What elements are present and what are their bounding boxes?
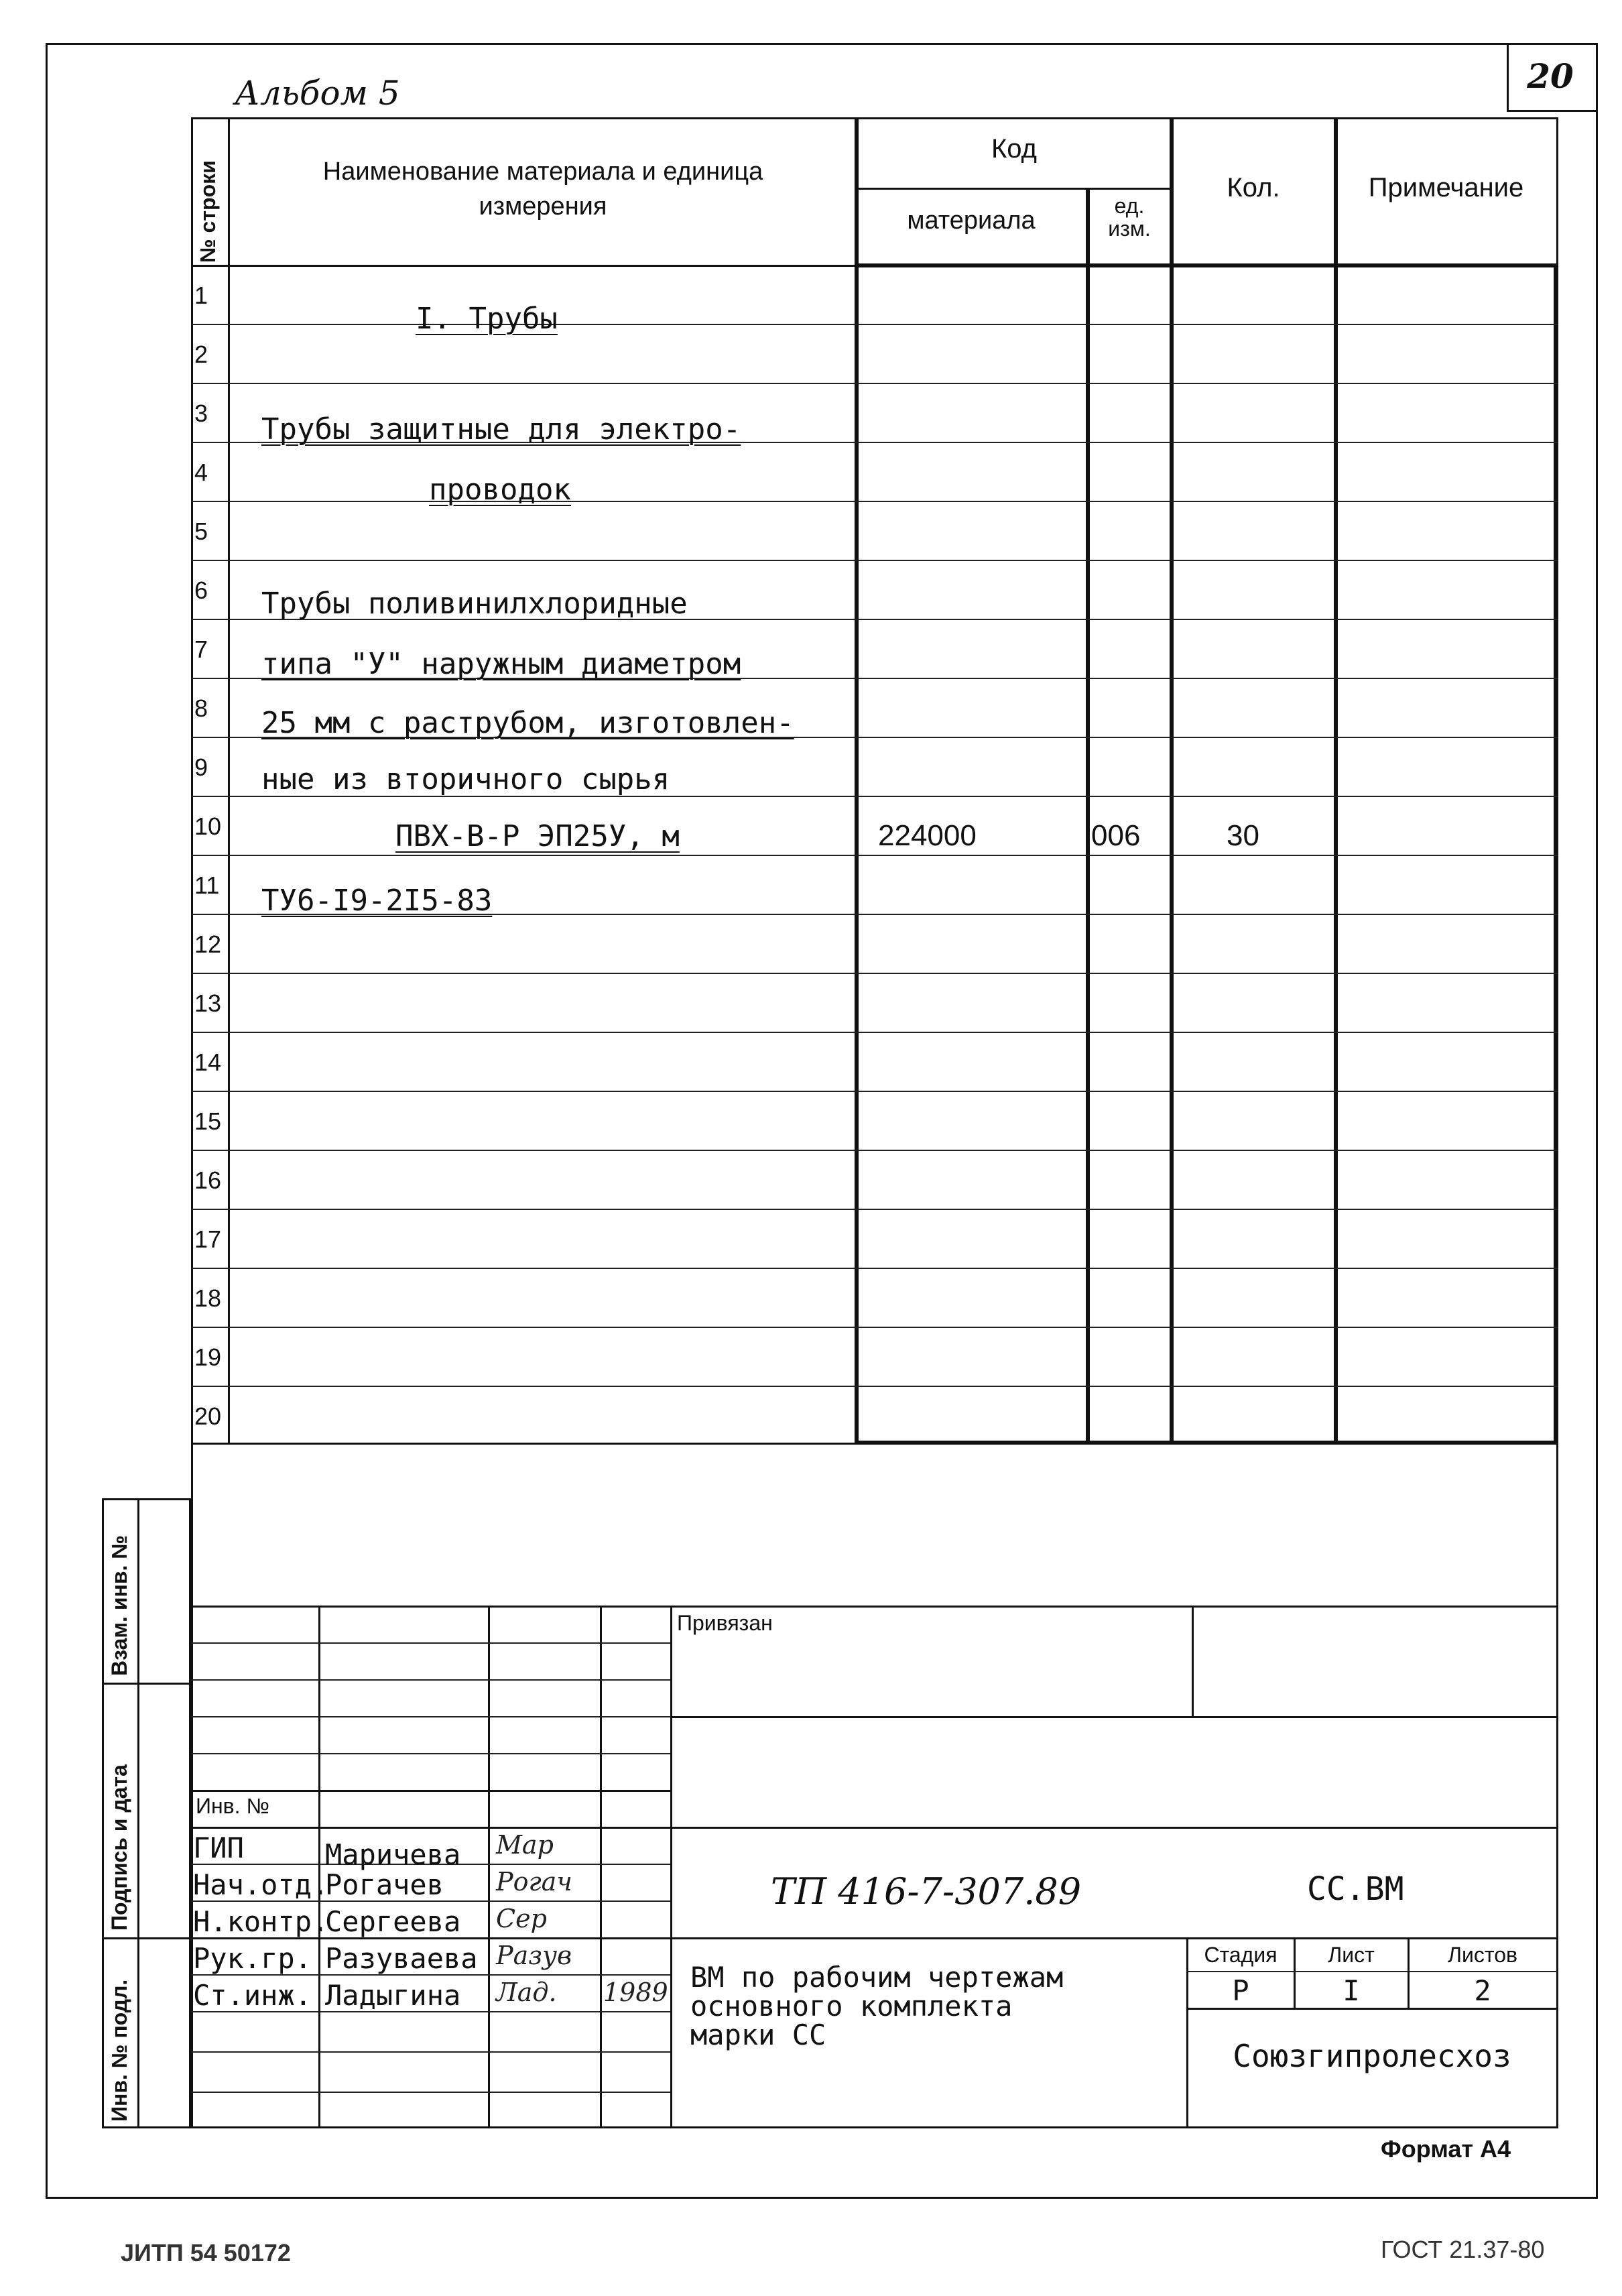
side-stamp-divider: [137, 1498, 139, 2128]
header-qty: Кол.: [1227, 173, 1280, 202]
approval-year: 1989: [603, 1978, 668, 2007]
row-number: 11: [194, 871, 220, 899]
titleblock-top: [191, 1606, 1558, 1608]
row-line: [191, 1386, 1558, 1387]
row-number: 8: [194, 694, 208, 722]
stage-value: Р: [1232, 1974, 1249, 2007]
inv-no-label: Инв. №: [196, 1794, 269, 1818]
row-material-code: 224000: [878, 819, 977, 852]
row-number: 14: [194, 1048, 222, 1076]
document-mark: СС.ВМ: [1307, 1870, 1404, 1908]
header-code: Код: [991, 134, 1037, 164]
document-code-text: ТП 416-7-307.89: [771, 1870, 1082, 1913]
person-signature: Рогач: [496, 1867, 572, 1896]
tb-row: [191, 1827, 670, 1829]
row-line: [191, 324, 1558, 325]
col-line-note: [1334, 117, 1338, 1445]
col-line-unit: [1086, 188, 1090, 1445]
description-line: основного комплекта: [690, 1990, 1013, 2022]
row-number: 18: [194, 1284, 222, 1312]
tb-row: [191, 2051, 670, 2053]
tb-row: [191, 1679, 670, 1681]
row-number: 6: [194, 577, 208, 604]
person-signature: Лад.: [496, 1978, 557, 2007]
header-code-material: материала: [907, 206, 1036, 235]
row-line: [191, 973, 1558, 974]
tb-row: [191, 1753, 670, 1754]
row-line: [191, 501, 1558, 502]
table-bottom-bold: [855, 1441, 1558, 1445]
row-name: Трубы поливинилхлоридные: [261, 587, 688, 621]
titleblock-bottom: [191, 2126, 1558, 2128]
person-role: Нач.отд.: [193, 1868, 329, 1901]
organization-name: Союзгипролесхоз: [1233, 2038, 1511, 2074]
row-line: [191, 383, 1558, 384]
row-number: 12: [194, 930, 222, 958]
row-name: 25 мм с раструбом, изготовлен-: [261, 706, 794, 740]
row-name: ПВХ-В-Р ЭП25У, м: [395, 819, 680, 853]
privyazan-label: Привязан: [677, 1611, 773, 1635]
person-signature: Мар: [496, 1830, 554, 1860]
row-name: проводок: [429, 473, 571, 507]
side-label-inv: Инв. № подл.: [107, 1979, 131, 2122]
sheet-value: I: [1343, 1974, 1360, 2007]
row-line: [191, 1209, 1558, 1210]
person-name: Рогачев: [325, 1868, 444, 1901]
row-number: 5: [194, 518, 208, 545]
bottom-left-code: ЈИТП 54 50172: [121, 2239, 291, 2267]
side-label-podpis: Подпись и дата: [107, 1764, 131, 1931]
header-code-unit: ед. изм.: [1108, 194, 1151, 241]
row-number: 1: [194, 282, 208, 309]
code-subheader-line: [855, 188, 1173, 190]
tb-col: [488, 1606, 490, 2128]
person-role: Ст.инж.: [193, 1979, 312, 2012]
row-number: 9: [194, 753, 208, 781]
row-number: 7: [194, 636, 208, 663]
stage-label: Стадия: [1204, 1943, 1277, 1967]
row-line: [191, 1327, 1558, 1328]
album-label: Альбом 5: [235, 74, 400, 113]
person-signature: Разув: [496, 1941, 572, 1970]
row-line: [191, 1032, 1558, 1033]
titleblock-right: [1556, 1445, 1558, 2128]
row-number: 19: [194, 1343, 222, 1371]
row-number: 17: [194, 1225, 222, 1253]
row-line: [191, 855, 1558, 856]
tb-right-row: [670, 1716, 1558, 1718]
sheet-label: Лист: [1328, 1943, 1375, 1967]
tb-row: [191, 1642, 670, 1644]
document-code: [771, 1870, 1081, 1913]
bottom-right-standard: ГОСТ 21.37-80: [1381, 2236, 1545, 2263]
row-line: [191, 560, 1558, 561]
side-stamp-line: [102, 1683, 191, 1685]
person-name: Ладыгина: [325, 1979, 461, 2012]
sheets-label: Листов: [1448, 1943, 1517, 1967]
privyazan-divider: [1192, 1606, 1194, 1716]
row-number: 15: [194, 1107, 222, 1135]
side-stamp-outer: [191, 1445, 193, 2128]
row-name: типа "У" наружным диаметром: [261, 647, 741, 681]
row-line: [191, 1091, 1558, 1092]
row-number: 4: [194, 459, 208, 486]
col-line-rowno: [228, 117, 230, 1445]
tb-row: [191, 1790, 670, 1792]
row-number: 10: [194, 812, 222, 840]
format-label: Формат А4: [1381, 2135, 1511, 2163]
side-stamp-line: [102, 1937, 191, 1939]
tb-right-row: [670, 1937, 1558, 1939]
row-line: [191, 1268, 1558, 1269]
table-top-bold: [855, 263, 1558, 267]
stage-row: [1186, 2008, 1558, 2010]
row-number: 2: [194, 341, 208, 368]
stage-row: [1186, 1971, 1558, 1972]
row-number: 20: [194, 1402, 222, 1430]
row-number: 13: [194, 989, 222, 1017]
tb-right-row: [670, 1827, 1558, 1829]
sheets-value: 2: [1474, 1974, 1491, 2007]
side-label-vzam: Взам. инв. №: [107, 1535, 131, 1676]
header-name: Наименование материала и единица измерения: [322, 158, 763, 221]
row-name: I. Трубы: [416, 302, 558, 336]
description-line: ВМ по рабочим чертежам: [690, 1961, 1064, 1994]
description-line: марки СС: [690, 2018, 826, 2051]
tb-row: [191, 2092, 670, 2093]
person-name: Маричева: [325, 1838, 461, 1871]
person-signature: Сер: [496, 1904, 547, 1933]
row-number: 3: [194, 400, 208, 427]
sheet-number: 20: [1527, 56, 1574, 96]
tb-col: [670, 1606, 672, 2128]
person-name: Сергеева: [325, 1905, 461, 1938]
person-role: Рук.гр.: [193, 1942, 312, 1975]
col-line-qty: [1170, 117, 1174, 1445]
row-quantity: 30: [1227, 819, 1259, 852]
row-name: Трубы защитные для электро-: [261, 412, 741, 446]
tb-col: [318, 1606, 320, 2128]
row-name: ТУ6-I9-2I5-83: [261, 884, 493, 918]
person-role: Н.контр.: [193, 1905, 329, 1938]
tb-col: [600, 1606, 602, 2128]
header-row-number: № строки: [196, 160, 220, 263]
row-number: 16: [194, 1166, 222, 1194]
row-line: [191, 1150, 1558, 1151]
tb-row: [191, 1716, 670, 1717]
row-unit-code: 006: [1091, 819, 1141, 852]
row-name: ные из вторичного сырья: [261, 762, 670, 796]
header-note: Примечание: [1368, 173, 1524, 202]
person-name: Разуваева: [325, 1942, 478, 1975]
person-role: ГИП: [193, 1831, 244, 1864]
col-line-code: [855, 117, 859, 1445]
